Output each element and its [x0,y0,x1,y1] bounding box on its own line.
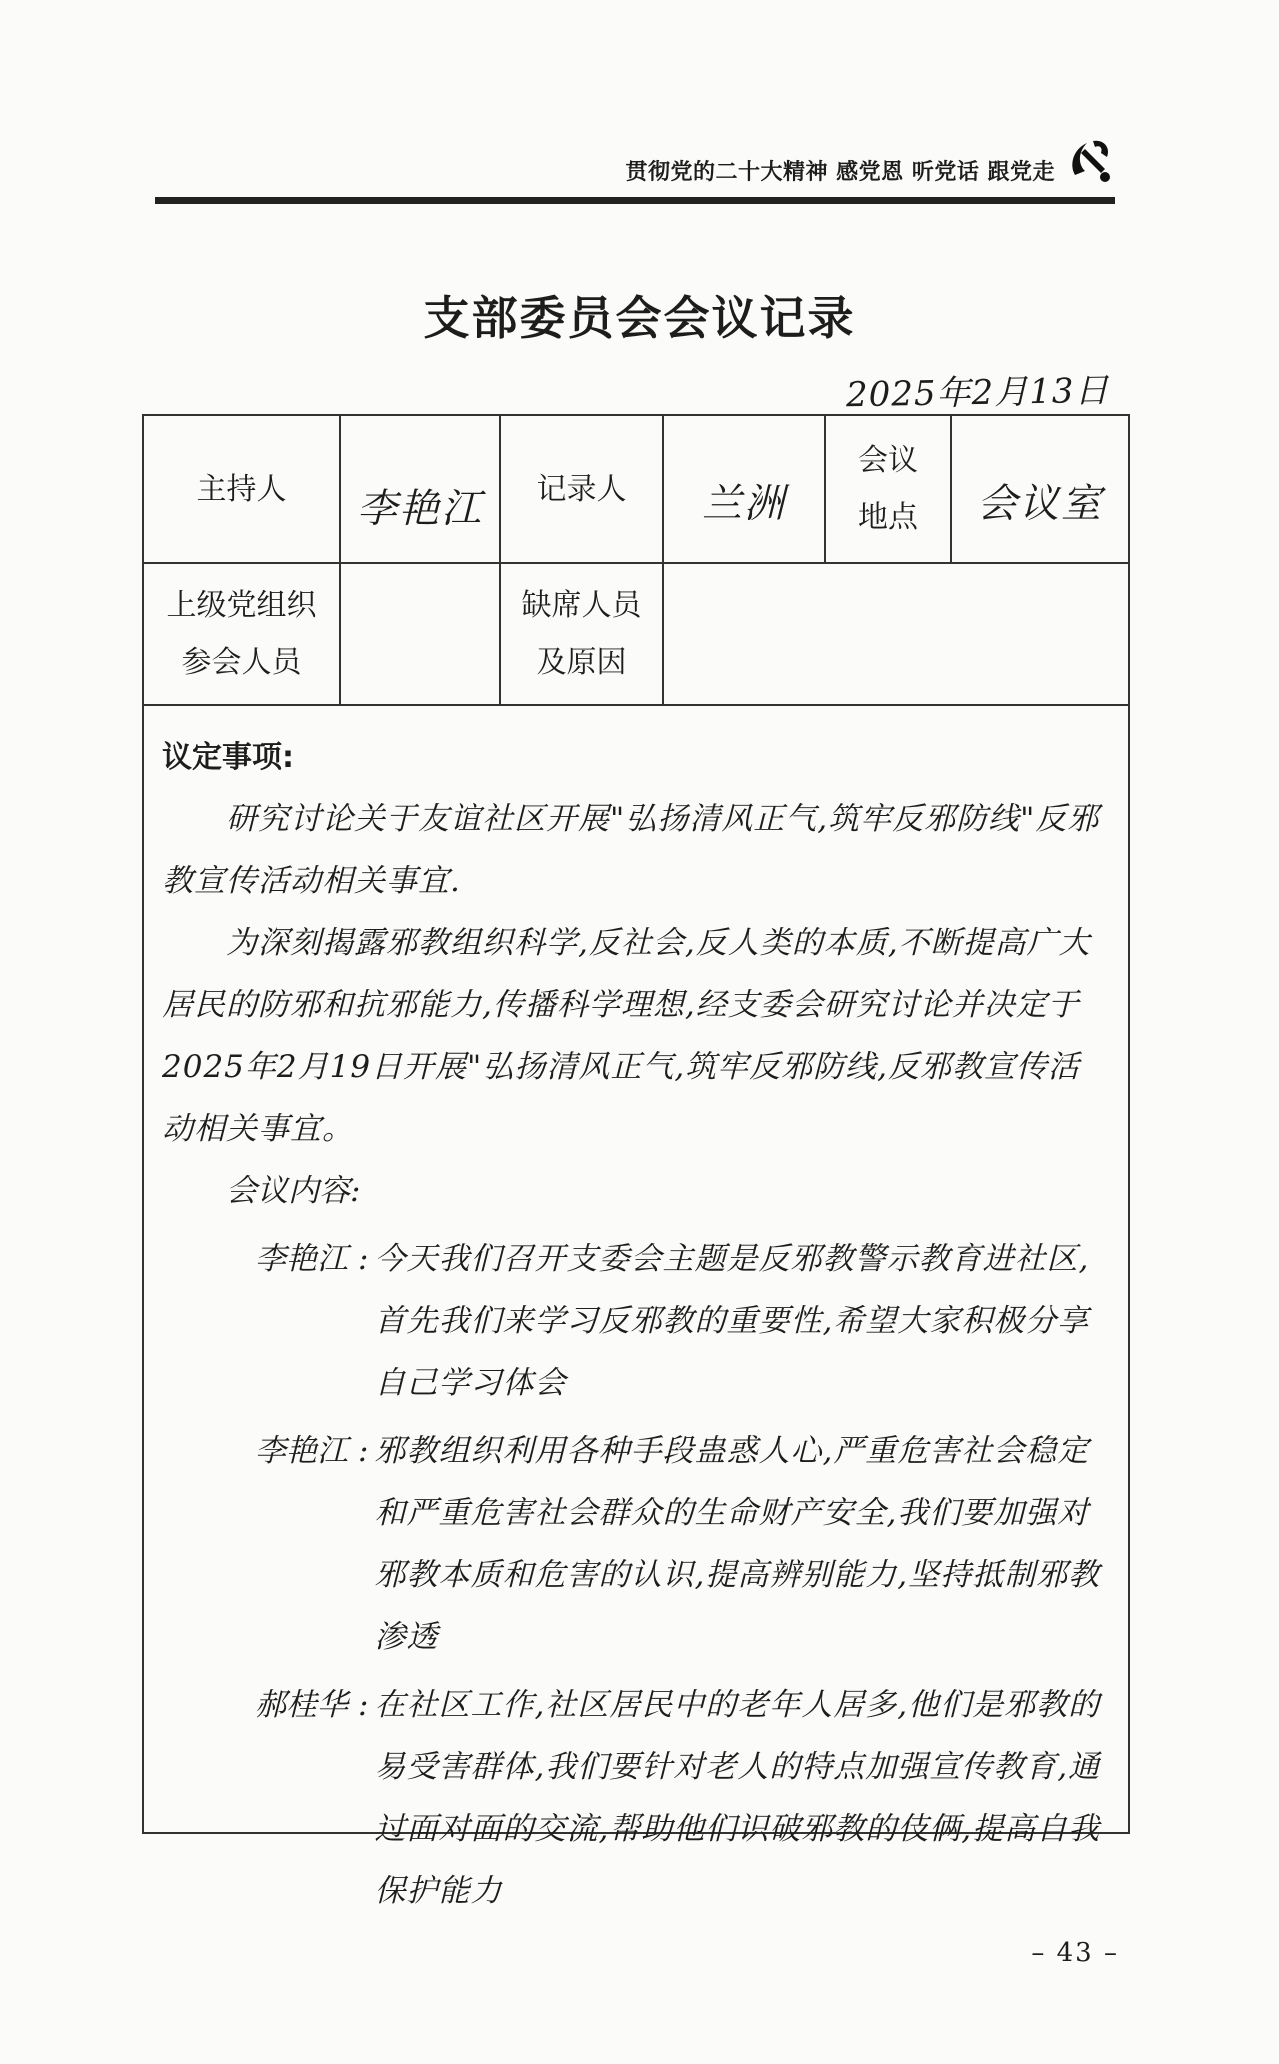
colon: : [358,1241,369,1277]
speaker-name: 李艳江 [255,1241,348,1277]
superior-label-line1: 上级党组织 [166,588,317,623]
minutes-body [144,706,1128,1909]
header-slogan: 贯彻党的二十大精神 感党恩 听党话 跟党走 [625,160,1055,185]
speech-text: 在社区工作,社区居民中的老年人居多,他们是邪教的易受害群体,我们要针对老人的特点加强宣传教育,通过面对面的交流,帮助他们识破邪教的伎俩,提高自我保护能力 [374,1687,1101,1909]
purpose-paragraph: 为深刻揭露邪教组织科学,反社会,反人类的本质,不断提高广大居民的防邪和抗邪能力,传播科学理想,经支委会研究讨论并决定于2025年2月19日开展"弘扬清风正气,筑牢反邪防线,反邪教宣传活动相关事宜。 [162,925,1091,1147]
recorder-label: 记录人 [501,416,664,564]
superior-label-line2: 参会人员 [181,645,302,680]
colon: : [358,1433,369,1469]
host-label: 主持人 [144,416,341,564]
location-value: 会议室 [952,416,1128,564]
section-title: 议定事项: [162,740,294,775]
meeting-content-label: 会议内容: [226,1173,361,1209]
minutes-table [142,414,1130,1909]
page-number: – 43 – [1031,1938,1119,1968]
colon: : [358,1687,369,1723]
superior-label [144,564,341,706]
speech-text: 邪教组织利用各种手段蛊惑人心,严重危害社会稳定和严重危害社会群众的生命财产安全,我们要加强对邪教本质和危害的认识,提高辨别能力,坚持抵制邪教渗透 [374,1433,1101,1655]
location-label [826,416,952,564]
party-emblem-icon [1063,135,1115,187]
location-label-line2: 地点 [858,500,918,535]
speech-text: 今天我们召开支委会主题是反邪教警示教育进社区,首先我们来学习反邪教的重要性,希望大家积极分享自己学习体会 [374,1241,1090,1401]
agenda-paragraph: 研究讨论关于友谊社区开展"弘扬清风正气,筑牢反邪防线"反邪教宣传活动相关事宜. [162,801,1100,899]
recorder-value: 兰洲 [664,416,826,564]
page-header [155,135,1115,205]
speech-item [162,1674,1110,1922]
header-rule [155,197,1115,204]
speaker-name: 郝桂华 [255,1687,348,1723]
speech-item [162,1228,1110,1414]
host-value: 李艳江 [341,416,501,564]
location-label-line1: 会议 [858,443,918,478]
page-title: 支部委员会会议记录 [423,291,856,345]
superior-value [341,564,501,706]
absent-label-line2: 及原因 [536,645,627,680]
meeting-date: 2025年2月13日 [845,370,1110,416]
speaker-name: 李艳江 [255,1433,348,1469]
absent-value [664,564,1128,706]
speech-item [162,1420,1110,1668]
absent-label [501,564,664,706]
absent-label-line1: 缺席人员 [521,588,642,623]
